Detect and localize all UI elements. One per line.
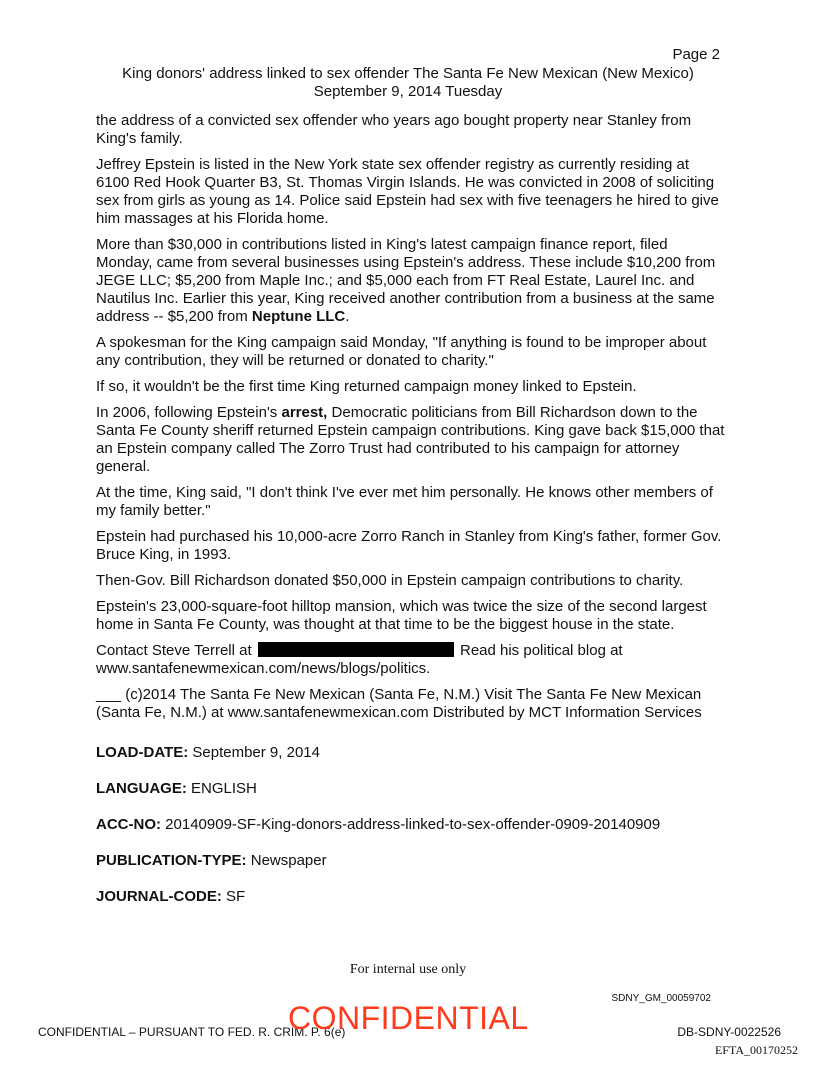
paragraph: In 2006, following Epstein's arrest, Democratic politicians from Bill Richardson down to the Santa Fe County sheriff returned Epstein campaign contributions. King gave back $15,000 that an Epstein company called The Zorro Trust had contributed to his campaign for attorney general. bbox=[96, 404, 725, 475]
paragraph: Epstein had purchased his 10,000-acre Zorro Ranch in Stanley from King's father, former Gov. Bruce King, in 1993. bbox=[96, 528, 722, 563]
page-number: Page 2 bbox=[672, 46, 720, 63]
efta-number: EFTA_00170252 bbox=[714, 1043, 798, 1057]
publication-type: PUBLICATION-TYPE: Newspaper bbox=[96, 852, 327, 869]
confidential-stamp: CONFIDENTIAL bbox=[288, 1000, 529, 1036]
journal-code: JOURNAL-CODE: SF bbox=[96, 888, 246, 905]
paragraph: the address of a convicted sex offender who years ago bought property near Stanley from King's family. bbox=[96, 112, 692, 147]
document-header bbox=[0, 65, 816, 101]
paragraph: More than $30,000 in contributions listed in King's latest campaign finance report, filed Monday, came from several businesses using Epstein's address. These include $10,200 from JEGE LLC; $5,200 from Maple Inc.; and $5,000 each from FT Real Estate, Laurel Inc. and Nautilus Inc. Earlier this year, King received another contribution from a business at the same address -- $5,200 from Neptune LLC. bbox=[96, 236, 716, 325]
article-title: King donors' address linked to sex offender The Santa Fe New Mexican (New Mexico) bbox=[122, 65, 694, 82]
article-date: September 9, 2014 Tuesday bbox=[313, 83, 503, 100]
paragraph: Then-Gov. Bill Richardson donated $50,000 in Epstein campaign contributions to charity. bbox=[96, 572, 684, 589]
bates-number-gm: SDNY_GM_00059702 bbox=[611, 993, 711, 1004]
paragraph: A spokesman for the King campaign said Monday, "If anything is found to be improper about any contribution, they will be returned or donated to charity." bbox=[96, 334, 707, 369]
paragraph: If so, it wouldn't be the first time King returned campaign money linked to Epstein. bbox=[96, 378, 637, 395]
load-date: LOAD-DATE: September 9, 2014 bbox=[96, 744, 320, 761]
highlighted-term: arrest, bbox=[281, 404, 328, 421]
bates-number-db: DB-SDNY-0022526 bbox=[677, 1025, 781, 1039]
metadata-block bbox=[96, 744, 726, 906]
internal-use-notice: For internal use only bbox=[349, 962, 467, 977]
paragraph: At the time, King said, "I don't think I've ever met him personally. He knows other members of my family better." bbox=[96, 484, 713, 519]
paragraph: Epstein's 23,000-square-foot hilltop mansion, which was twice the size of the second largest home in Santa Fe County, was thought at that time to be the biggest house in the state. bbox=[96, 598, 707, 633]
paragraph: Contact Steve Terrell at Read his political blog at www.santafenewmexican.com/news/blogs/politics. bbox=[96, 642, 623, 677]
confidential-footer: CONFIDENTIAL – PURSUANT TO FED. R. CRIM. P. 6(e) bbox=[38, 1025, 346, 1039]
paragraph: ___ (c)2014 The Santa Fe New Mexican (Santa Fe, N.M.) Visit The Santa Fe New Mexican (Santa Fe, N.M.) at www.santafenewmexican.com Distributed by MCT Information Services bbox=[96, 686, 702, 721]
article-body bbox=[96, 112, 726, 924]
paragraph: Jeffrey Epstein is listed in the New York state sex offender registry as currently residing at 6100 Red Hook Quarter B3, St. Thomas Virgin Islands. He was convicted in 2008 of soliciting sex from girls as young as 14. Police said Epstein had sex with five teenagers he hired to give him massages at his Florida home. bbox=[96, 156, 719, 227]
highlighted-term: Neptune LLC bbox=[251, 308, 346, 325]
acc-no: ACC-NO: 20140909-SF-King-donors-address-linked-to-sex-offender-0909-20140909 bbox=[96, 816, 661, 833]
language: LANGUAGE: ENGLISH bbox=[96, 780, 257, 797]
redaction-box bbox=[258, 642, 454, 657]
